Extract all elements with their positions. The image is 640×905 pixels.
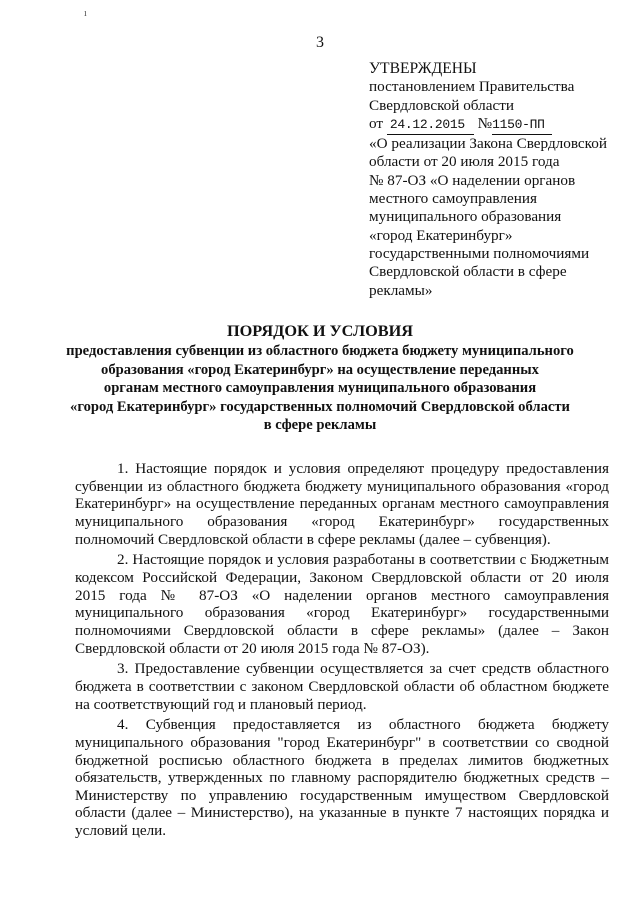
approval-heading: УТВЕРЖДЕНЫ: [369, 60, 477, 77]
paragraph-line: 2015 года № 87-ОЗ «О наделении органов местного самоуправления: [75, 586, 609, 604]
approval-title-line: «О реализации Закона Свердловской: [369, 135, 607, 153]
subtitle-line: образования «город Екатеринбург» на осуществление переданных: [101, 361, 539, 378]
document-title: ПОРЯДОК И УСЛОВИЯ: [226, 321, 414, 340]
paragraph-line: полномочий Свердловской области в сфере рекламы (далее – субвенция).: [75, 530, 551, 548]
paragraph-line: 1. Настоящие порядок и условия определяют процедуру предоставления: [117, 460, 609, 477]
number-prefix: №: [477, 114, 493, 132]
approval-date: 24.12.2015: [387, 116, 474, 135]
approval-line: Свердловской области: [369, 96, 514, 114]
document-subtitle: [60, 342, 580, 435]
paragraph-line: бюджета в соответствии с законом Свердловской области об областном бюджете: [75, 677, 609, 695]
approval-title-line: местного самоуправления: [369, 190, 537, 208]
approval-title-line: государственными полномочиями: [369, 244, 590, 262]
paragraph-line: полномочиями Свердловской области в сфере рекламы» (далее – Закон: [75, 621, 609, 639]
approval-title-line: «город Екатеринбург»: [369, 226, 513, 244]
paragraph-3: [75, 660, 609, 713]
approval-number: 1150-ПП: [492, 116, 552, 135]
subtitle-line: предоставления субвенции из областного бюджета бюджету муниципального: [66, 343, 574, 359]
document-heading: [60, 321, 580, 435]
paragraph-line: субвенции из областного бюджета бюджету муниципального образования «город: [75, 477, 609, 495]
paragraph-2: [75, 551, 609, 657]
page-number: 3: [316, 34, 324, 51]
paragraph-line: на соответствующий год и плановый период.: [75, 695, 367, 713]
paragraph-line: 4. Субвенция предоставляется из областного бюджета бюджету: [117, 716, 609, 734]
subtitle-line: органам местного самоуправления муниципального образования: [103, 380, 537, 397]
approval-title-line: Свердловской области в сфере: [369, 263, 567, 281]
paragraph-line: области (далее – Министерство), на указанные в пункте 7 настоящих порядка и: [75, 804, 609, 822]
date-prefix: от: [369, 114, 384, 132]
approval-title-line: области от 20 июля 2015 года: [369, 153, 560, 171]
paragraph-line: обязательств, утвержденных по главному распорядителю бюджетных средств –: [75, 769, 609, 787]
paragraph-1: [75, 460, 609, 548]
approval-title-line: рекламы»: [369, 281, 433, 299]
subtitle-line: в сфере рекламы: [263, 417, 377, 434]
paragraph-4: [75, 716, 609, 840]
paragraph-line: Министерству по управлению государственным имуществом Свердловской: [75, 786, 609, 804]
approval-line: постановлением Правительства: [369, 78, 575, 96]
approval-title-line: муниципального образования: [369, 208, 562, 226]
paragraph-line: муниципального образования «город Екатеринбург» государственных: [75, 512, 609, 530]
corner-mark: ı: [84, 8, 87, 19]
paragraph-line: Екатеринбург» на осуществление переданных органам местного самоуправления: [75, 495, 609, 513]
approval-date-line: [369, 115, 619, 135]
approval-title-line: № 87-ОЗ «О наделении органов: [369, 171, 576, 189]
approval-block: [369, 60, 619, 300]
paragraph-line: муниципального образования "город Екатеринбург" в соответствии со сводной: [75, 733, 609, 751]
paragraph-line: 3. Предоставление субвенции осуществляется за счет средств областного: [117, 660, 609, 678]
paragraph-line: муниципального образования «город Екатеринбург» государственными: [75, 604, 609, 622]
paragraph-line: условий цели.: [75, 822, 167, 840]
subtitle-line: «город Екатеринбург» государственных полномочий Свердловской области: [70, 398, 570, 415]
document-body: [75, 460, 609, 843]
paragraph-line: 2. Настоящие порядок и условия разработаны в соответствии с Бюджетным: [117, 551, 609, 569]
paragraph-line: бюджетной росписью областного бюджета в пределах лимитов бюджетных: [75, 751, 609, 769]
paragraph-line: Свердловской области от 20 июля 2015 года № 87-ОЗ).: [75, 639, 430, 657]
paragraph-line: кодексом Российской Федерации, Законом Свердловской области от 20 июля: [75, 568, 609, 586]
